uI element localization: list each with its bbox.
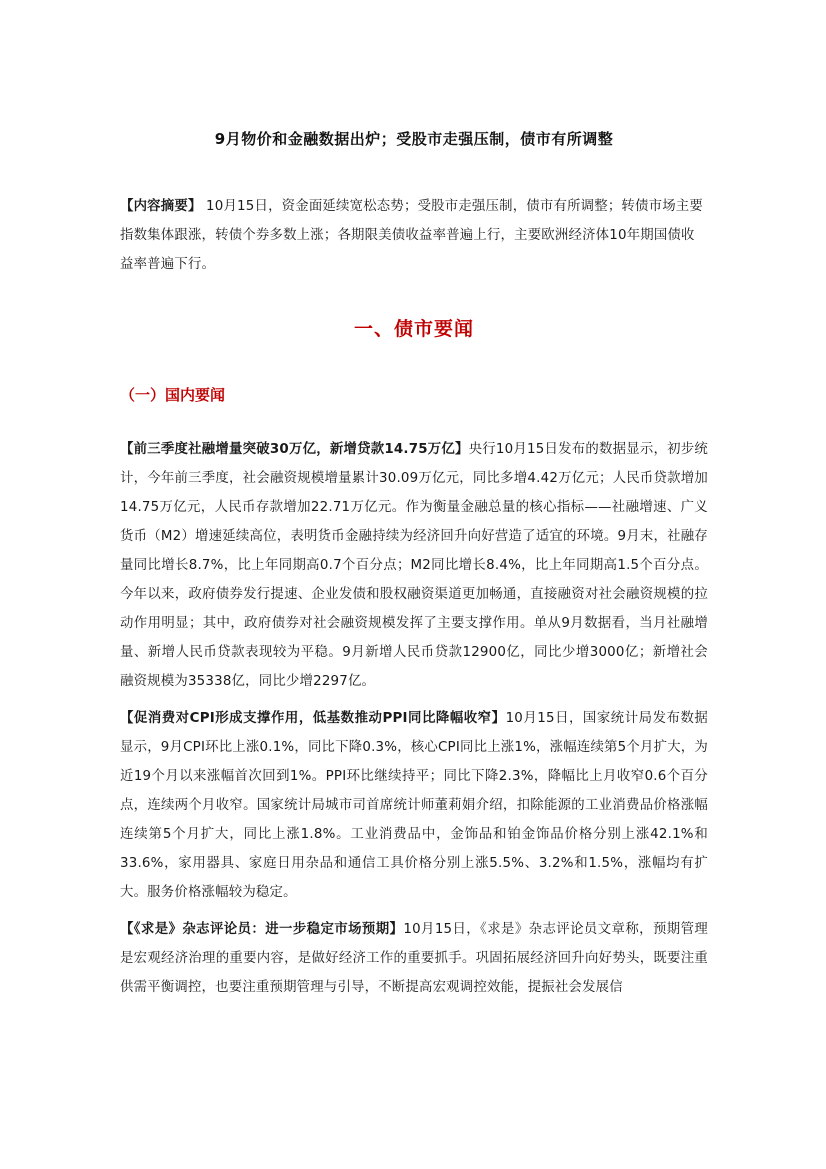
subsection-heading-domestic-news: （一）国内要闻 xyxy=(120,386,226,404)
news-body: 10月15日，国家统计局发布数据显示，9月CPI环比上涨0.1%，同比下降0.3%，核心CPI同比上涨1%，涨幅连续第5个月扩大，为近19个月以来涨幅首次回到1%。PPI环比继续持平；同比下降2.3%，降幅比上月收窄0.6个百分点，连续两个月收窄。国家统计局城市司首席统计师董莉娟介绍，扣除能源的工业消费品价格涨幅连续第5个月扩大，同比上涨1.8%。工业消费品中，金饰品和铂金饰品价格分别上涨42.1%和33.6%，家用器具、家庭日用杂品和通信工具价格分别上涨5.5%、3.2%和1.5%，涨幅均有扩大。服务价格涨幅较为稳定。 xyxy=(120,711,709,900)
news-item-social-financing xyxy=(120,435,708,696)
abstract-paragraph xyxy=(120,192,708,279)
news-item-qiushi-commentary xyxy=(120,915,708,1002)
news-item-cpi-ppi xyxy=(120,704,708,907)
news-body: 10月15日，《求是》杂志评论员文章称，预期管理是宏观经济治理的重要内容，是做好经济工作的重要抓手。巩固拓展经济回升向好势头，既要注重供需平衡调控，也要注重预期管理与引导，不断提高宏观调控效能，提振社会发展信 xyxy=(120,922,708,995)
news-headline: 【促消费对CPI形成支撑作用，低基数推动PPI同比降幅收窄】 xyxy=(120,711,506,726)
abstract-text: 10月15日，资金面延续宽松态势；受股市走强压制，债市有所调整；转债市场主要指数集体跟涨，转债个券多数上涨；各期限美债收益率普遍上行，主要欧洲经济体10年期国债收益率普遍下行。 xyxy=(120,199,703,272)
document-title: 9月物价和金融数据出炉；受股市走强压制，债市有所调整 xyxy=(214,130,614,148)
news-body: 央行10月15日发布的数据显示，初步统计，今年前三季度，社会融资规模增量累计30.09万亿元，同比多增4.42万亿元；人民币贷款增加14.75万亿元，人民币存款增加22.71万亿元。作为衡量金融总量的核心指标——社融增速、广义货币（M2）增速延续高位，表明货币金融持续为经济回升向好营造了适宜的环境。9月末，社融存量同比增长8.7%，比上年同期高0.7个百分点；M2同比增长8.4%，比上年同期高1.5个百分点。今年以来，政府债券发行提速、企业发债和股权融资渠道更加畅通，直接融资对社会融资规模的拉动作用明显；其中，政府债券对社会融资规模发挥了主要支撑作用。单从9月数据看，当月社融增量、新增人民币贷款表现较为平稳。9月新增人民币贷款12900亿，同比少增3000亿；新增社会融资规模为35338亿，同比少增2297亿。 xyxy=(120,442,708,689)
news-headline: 【前三季度社融增量突破30万亿，新增贷款14.75万亿】 xyxy=(120,442,469,457)
abstract-label: 【内容摘要】 xyxy=(120,199,202,214)
news-headline: 【《求是》杂志评论员：进一步稳定市场预期】 xyxy=(120,922,404,937)
section-heading-bond-news: 一、债市要闻 xyxy=(353,318,474,340)
